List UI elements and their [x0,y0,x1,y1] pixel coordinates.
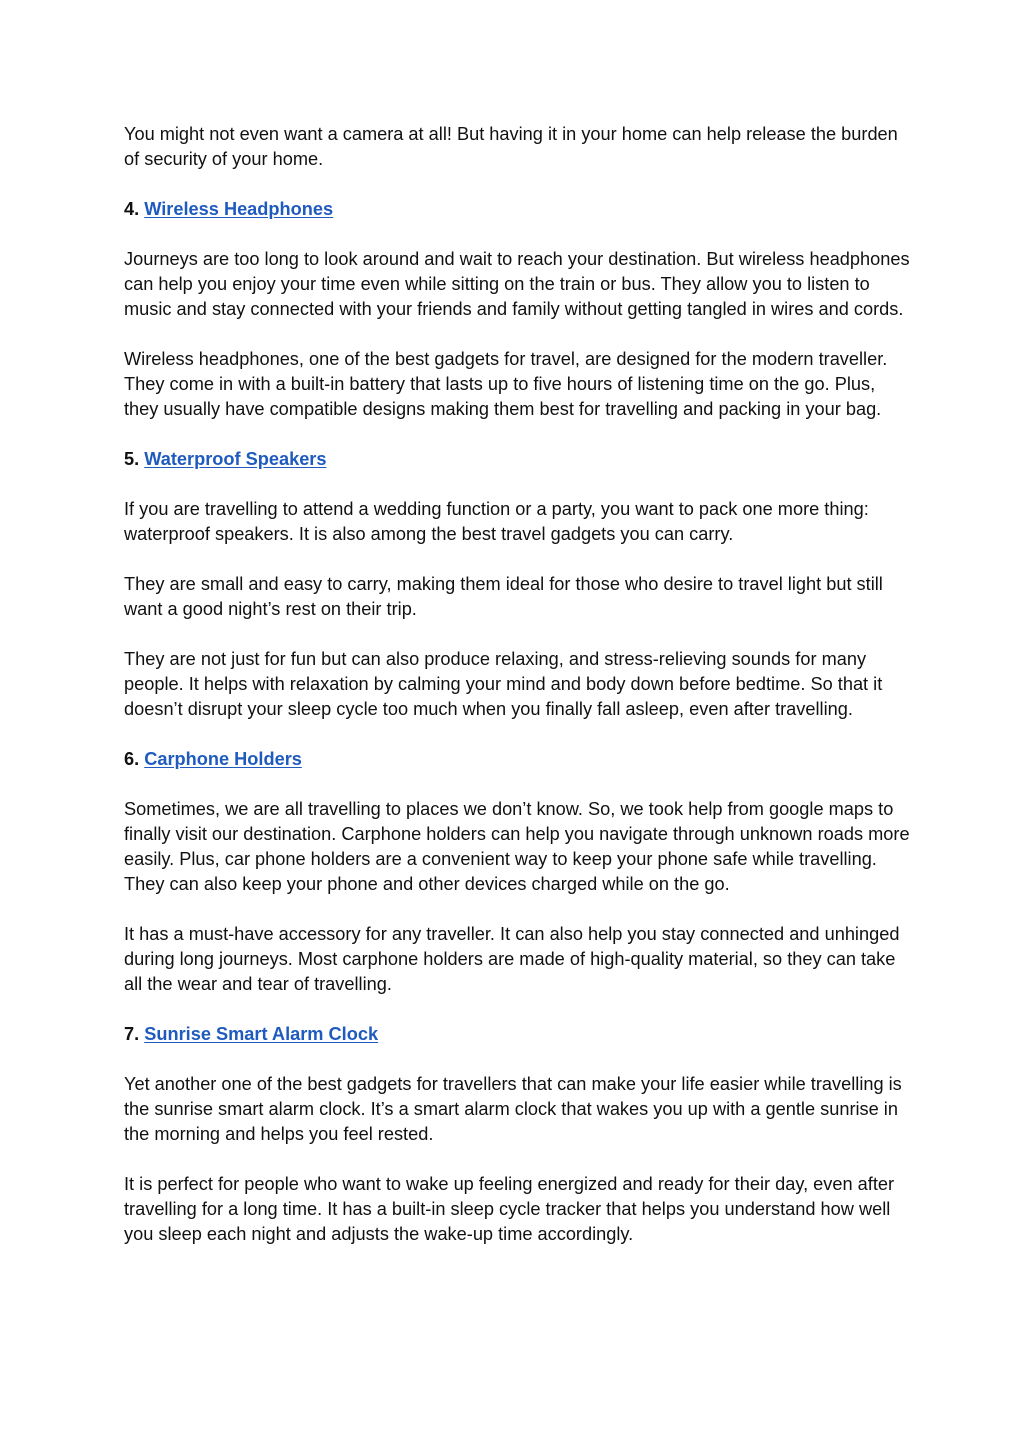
link-waterproof-speakers[interactable]: Waterproof Speakers [144,449,327,469]
section-heading-wireless-headphones [124,197,914,222]
section-paragraph: It has a must-have accessory for any traveller. It can also help you stay connected and unhinged during long journeys. Most carphone holders are made of high-quality material, so they can take all the wear and tear of travelling. [124,924,900,994]
intro-paragraph: You might not even want a camera at all! But having it in your home can help release the burden of security of your home. [124,124,898,169]
document-page [124,122,914,1272]
section-paragraph: Wireless headphones, one of the best gadgets for travel, are designed for the modern traveller. They come in with a built-in battery that lasts up to five hours of listening time on the go. Plus, they usually have compatible designs making them best for travelling and packing in your bag. [124,349,888,419]
section-paragraph: Sometimes, we are all travelling to places we don’t know. So, we took help from google maps to finally visit our destination. Carphone holders can help you navigate through unknown roads more easily. Plus, car phone holders are a convenient way to keep your phone safe while travelling. They can also keep your phone and other devices charged while on the go. [124,799,910,894]
section-paragraph: If you are travelling to attend a wedding function or a party, you want to pack one more thing: waterproof speakers. It is also among the best travel gadgets you can carry. [124,499,869,544]
section-paragraph: They are small and easy to carry, making them ideal for those who desire to travel light but still want a good night’s rest on their trip. [124,574,883,619]
section-number: 4. [124,199,140,219]
section-paragraph: Journeys are too long to look around and wait to reach your destination. But wireless headphones can help you enjoy your time even while sitting on the train or bus. They allow you to listen to music and stay connected with your friends and family without getting tangled in wires and cords. [124,249,910,319]
section-paragraph: They are not just for fun but can also produce relaxing, and stress-relieving sounds for many people. It helps with relaxation by calming your mind and body down before bedtime. So that it doesn’t disrupt your sleep cycle too much when you finally fall asleep, even after travelling. [124,649,883,719]
section-paragraph: It is perfect for people who want to wake up feeling energized and ready for their day, even after travelling for a long time. It has a built-in sleep cycle tracker that helps you understand how well you sleep each night and adjusts the wake-up time accordingly. [124,1174,895,1244]
link-sunrise-smart-alarm-clock[interactable]: Sunrise Smart Alarm Clock [144,1024,379,1044]
section-number: 5. [124,449,140,469]
section-number: 7. [124,1024,140,1044]
section-heading-sunrise-smart-alarm-clock [124,1022,914,1047]
link-wireless-headphones[interactable]: Wireless Headphones [144,199,334,219]
section-paragraph: Yet another one of the best gadgets for travellers that can make your life easier while travelling is the sunrise smart alarm clock. It’s a smart alarm clock that wakes you up with a gentle sunrise in the morning and helps you feel rested. [124,1074,902,1144]
section-heading-carphone-holders [124,747,914,772]
link-carphone-holders[interactable]: Carphone Holders [144,749,302,769]
section-heading-waterproof-speakers [124,447,914,472]
section-number: 6. [124,749,140,769]
